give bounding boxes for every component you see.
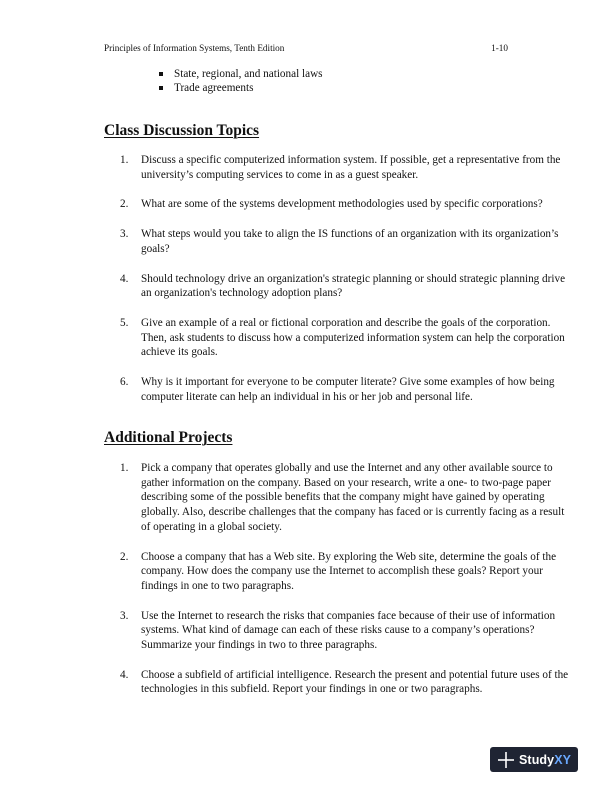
studyxy-logo-badge[interactable] <box>490 747 578 772</box>
item-number: 2. <box>120 198 129 211</box>
square-bullet-icon <box>159 72 163 76</box>
item-number: 5. <box>120 316 129 329</box>
item-number: 2. <box>120 550 129 563</box>
item-number: 4. <box>120 272 129 285</box>
list-item <box>120 550 570 594</box>
additional-projects-list <box>120 461 570 712</box>
item-number: 6. <box>120 376 129 389</box>
list-item <box>120 197 570 212</box>
page-number: 1-10 <box>491 43 508 53</box>
list-item <box>120 272 570 301</box>
square-bullet-icon <box>159 86 163 90</box>
section-heading-discussion: Class Discussion Topics <box>104 122 260 139</box>
item-number: 3. <box>120 228 129 241</box>
plus-icon <box>496 750 516 770</box>
document-title: Principles of Information Systems, Tenth Edition <box>104 43 285 53</box>
bullet-item: Trade agreements <box>158 81 323 95</box>
item-text: Discuss a specific computerized information system. If possible, get a representative from the university’s computing services to come in as a guest speaker. <box>141 154 561 181</box>
item-text: What are some of the systems development methodologies used by specific corporations? <box>141 198 543 211</box>
list-item <box>120 153 570 182</box>
item-text: Choose a subfield of artificial intelligence. Research the present and potential future uses of the technologies in this subfield. Report your findings in one or two paragraphs. <box>141 668 569 696</box>
list-item <box>120 375 570 404</box>
item-text: What steps would you take to align the IS functions of an organization with its organization’s goals? <box>141 228 559 255</box>
item-text: Choose a company that has a Web site. By exploring the Web site, determine the goals of the company. How does the company use the Internet to accomplish these goals? Report your findings in one to two paragraphs. <box>141 550 557 592</box>
list-item <box>120 461 570 535</box>
item-text: Why is it important for everyone to be computer literate? Give some examples of how being computer literate can help an individual in his or her job and personal life. <box>141 376 555 403</box>
item-number: 3. <box>120 609 129 622</box>
list-item <box>120 227 570 256</box>
item-text: Should technology drive an organization's strategic planning or should strategic planning drive an organization's technology adoption plans? <box>141 272 566 300</box>
section-heading-projects: Additional Projects <box>104 429 233 446</box>
item-text: Give an example of a real or fictional corporation and describe the goals of the corporation. Then, ask students to discuss how a computerized information system can help the corporation achieve its goals. <box>141 316 565 359</box>
list-item <box>120 668 570 697</box>
item-text: Pick a company that operates globally and use the Internet and any other available source to gather information on the company. Based on your research, write a one- to two-page paper describing some of the possible benefits that the company might have gained by operating globally. Also, describe challenges that the company has faced or is currently facing as a result of operating in a global society. <box>141 462 565 533</box>
item-number: 1. <box>120 462 129 474</box>
discussion-topics-list <box>120 153 570 419</box>
list-item <box>120 609 570 653</box>
item-number: 1. <box>120 154 129 166</box>
item-text: Use the Internet to research the risks that companies face because of their use of information systems. What kind of damage can each of these risks cause to a company’s operations? Summarize your findings in two to three paragraphs. <box>141 609 556 652</box>
studyxy-wordmark: StudyXY <box>519 752 572 767</box>
list-item <box>120 316 570 360</box>
bullet-list <box>158 67 323 95</box>
bullet-item: State, regional, and national laws <box>158 67 323 81</box>
item-number: 4. <box>120 668 129 681</box>
